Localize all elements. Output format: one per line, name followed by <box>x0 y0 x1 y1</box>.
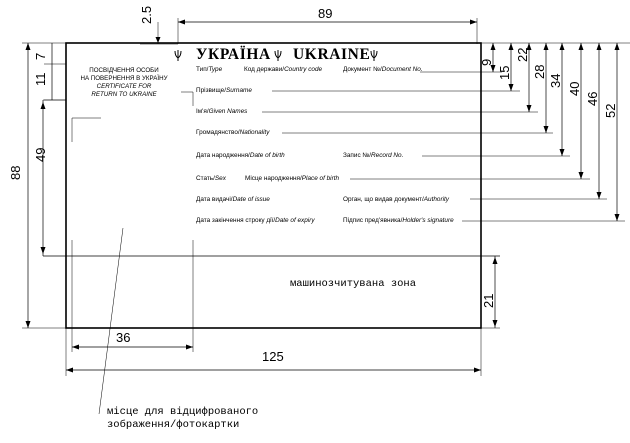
machine-readable-zone-label: машинозчитувана зона <box>290 278 417 290</box>
dimension-11-label: 11 <box>33 72 48 86</box>
field-authority: Орган, що видав документ/Authority <box>343 196 449 203</box>
dimension-40-label: 40 <box>567 81 582 96</box>
field-country-code: Код держави/Country code <box>244 66 323 73</box>
field-nationality: Громадянство/Nationality <box>196 129 270 136</box>
trident-icon <box>275 50 281 61</box>
photo-area-caption-line1: місце для відцифрованого <box>107 406 259 418</box>
certificate-title-line4: RETURN TO UKRAINE <box>91 91 157 98</box>
certificate-title-line3: CERTIFICATE FOR <box>96 83 152 90</box>
field-record-no: Запис №/Record No. <box>343 152 404 159</box>
certificate-title-line2: НА ПОВЕРНЕННЯ В УКРАЇНУ <box>80 75 168 82</box>
dimension-28-label: 28 <box>532 64 547 79</box>
dimension-22-label: 22 <box>515 47 530 62</box>
title-ukraine-en: UKRAINE <box>293 46 371 63</box>
field-date-of-issue: Дата видачі/Date of issue <box>196 196 270 203</box>
dimension-7-label: 7 <box>33 52 48 60</box>
dimension-36-label: 36 <box>116 330 131 345</box>
field-type: Тип/Type <box>196 66 223 73</box>
trident-icon <box>175 50 181 61</box>
dimension-34-label: 34 <box>548 73 563 88</box>
field-date-of-expiry: Дата закінчення строку дії/Date of expiry <box>196 217 315 224</box>
dimension-52-label: 52 <box>603 103 618 118</box>
field-date-of-birth: Дата народження/Date of birth <box>196 152 285 159</box>
dimension-49-label: 49 <box>33 147 48 162</box>
dimension-46-label: 46 <box>585 91 600 106</box>
trident-icon <box>371 50 377 61</box>
field-given-names: Ім'я/Given Names <box>196 108 248 115</box>
field-document-no: Документ №/Document No. <box>343 66 423 73</box>
dimension-9-label: 9 <box>479 58 494 66</box>
dimension-89-label: 89 <box>318 6 333 21</box>
field-place-of-birth: Місце народження/Place of birth <box>245 175 340 182</box>
dimension-88-label: 88 <box>8 165 23 180</box>
field-holder-signature: Підпис пред'явника/Holder's signature <box>343 217 454 224</box>
certificate-title-line1: ПОСВІДЧЕННЯ ОСОБИ <box>89 67 159 74</box>
dimension-15-label: 15 <box>497 65 512 80</box>
dimension-2-5-label: 2.5 <box>139 5 154 24</box>
photo-area-caption-line2: зображення/фотокартки <box>107 419 240 431</box>
dimension-125-label: 125 <box>262 349 284 364</box>
field-surname: Прізвище/Surname <box>196 87 252 94</box>
dimension-21-label: 21 <box>481 293 496 308</box>
title-ukraine-ua: УКРАЇНА <box>196 46 271 63</box>
field-sex: Стать/Sex <box>196 175 226 182</box>
